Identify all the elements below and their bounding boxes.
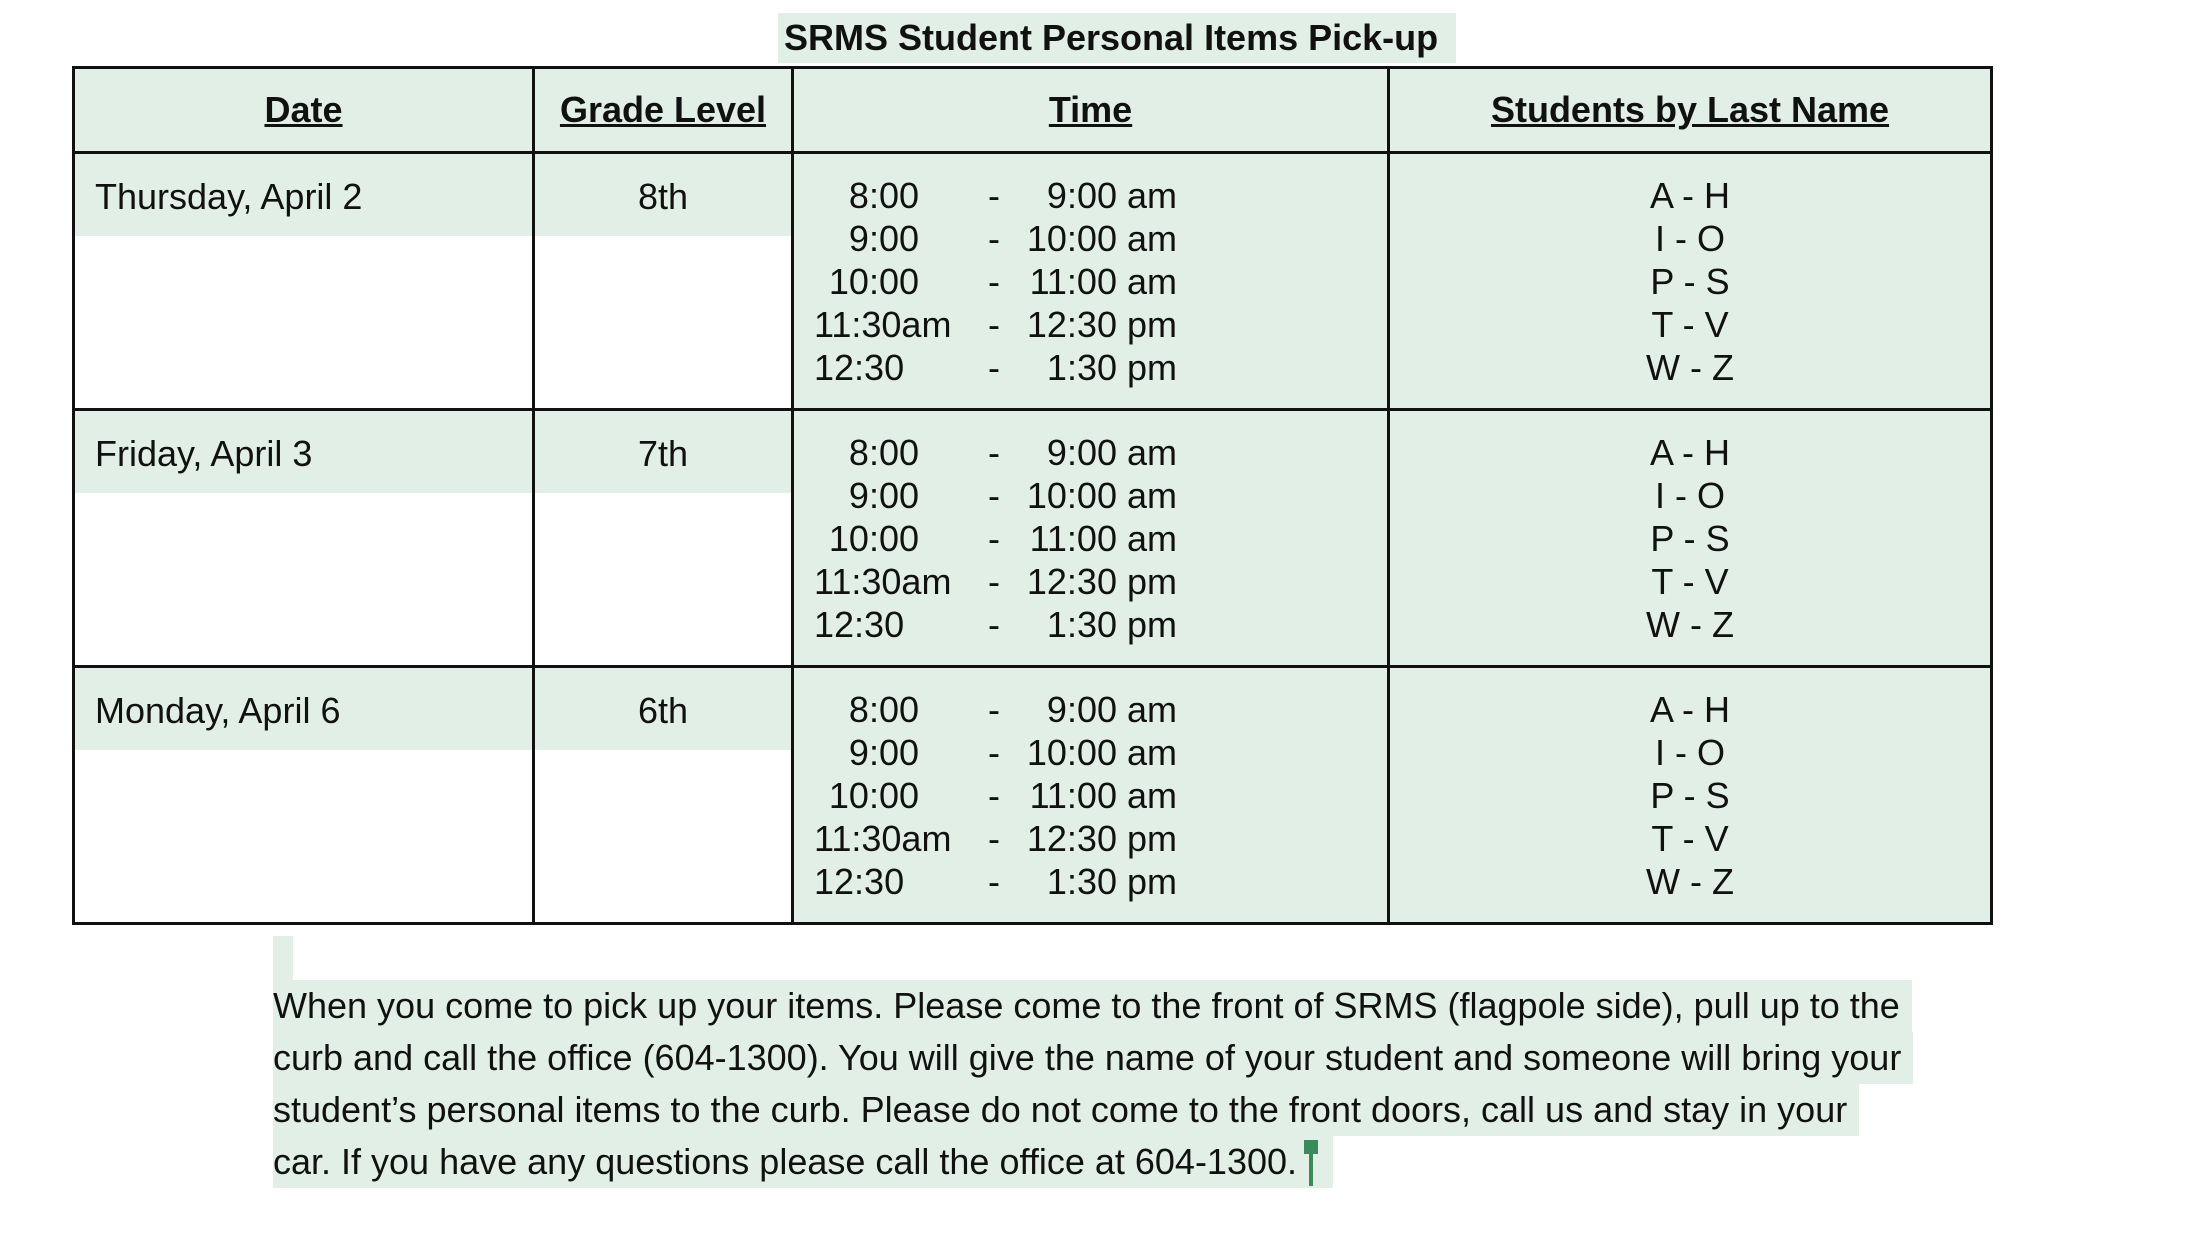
time-end: 1:30 pm xyxy=(1046,861,1177,902)
grade-text: 8th xyxy=(535,154,791,236)
time-start: 11:30am xyxy=(814,304,952,345)
time-slot xyxy=(794,731,1387,774)
time-end: 10:00 am xyxy=(1026,475,1177,516)
date-text: Monday, April 6 xyxy=(75,668,532,750)
time-separator: - xyxy=(988,304,1000,345)
last-name-range-cell xyxy=(1389,667,1992,924)
time-separator: - xyxy=(988,432,1000,473)
last-name-range: T - V xyxy=(1651,304,1729,345)
last-name-range: W - Z xyxy=(1646,347,1734,388)
time-slot xyxy=(794,603,1387,646)
time-separator: - xyxy=(988,861,1000,902)
time-cell xyxy=(793,410,1389,667)
time-separator: - xyxy=(988,818,1000,859)
last-name-range: W - Z xyxy=(1646,861,1734,902)
time-start: 12:30 xyxy=(814,861,905,902)
time-slot xyxy=(794,260,1387,303)
time-separator: - xyxy=(988,218,1000,259)
time-slot xyxy=(794,431,1387,474)
time-slot xyxy=(794,303,1387,346)
last-name-range: A - H xyxy=(1649,689,1730,730)
empty-paragraph-highlight xyxy=(273,936,293,980)
header-date: Date xyxy=(74,68,534,153)
time-slot xyxy=(794,346,1387,389)
last-name-range: I - O xyxy=(1655,475,1725,516)
time-separator: - xyxy=(988,261,1000,302)
instructions-line: student’s personal items to the curb. Please do not come to the front doors, call us and stay in your xyxy=(273,1084,1859,1136)
time-separator: - xyxy=(988,518,1000,559)
last-name-range: T - V xyxy=(1651,561,1729,602)
last-name-range-list xyxy=(1390,154,1990,389)
time-end: 11:00 am xyxy=(1029,518,1177,559)
last-name-range: P - S xyxy=(1650,261,1730,302)
time-start: 9:00 xyxy=(848,475,919,516)
time-separator: - xyxy=(988,561,1000,602)
instructions-last-line xyxy=(273,1136,1333,1188)
time-end: 1:30 pm xyxy=(1046,604,1177,645)
time-cell xyxy=(793,667,1389,924)
time-cell xyxy=(793,153,1389,410)
time-start: 8:00 xyxy=(848,689,919,730)
time-separator: - xyxy=(988,689,1000,730)
time-slot xyxy=(794,860,1387,903)
pickup-schedule-table xyxy=(72,66,1993,925)
time-end: 1:30 pm xyxy=(1046,347,1177,388)
time-slot-list xyxy=(794,668,1387,903)
table-row xyxy=(74,410,1992,667)
time-slot xyxy=(794,688,1387,731)
time-end: 12:30 pm xyxy=(1026,304,1177,345)
grade-cell xyxy=(534,667,793,924)
last-name-range: P - S xyxy=(1650,775,1730,816)
time-separator: - xyxy=(988,175,1000,216)
date-text: Thursday, April 2 xyxy=(75,154,532,236)
last-name-range-list xyxy=(1390,668,1990,903)
instructions-paragraph[interactable] xyxy=(273,980,1913,1188)
time-end: 9:00 am xyxy=(1046,175,1177,216)
last-name-range: P - S xyxy=(1650,518,1730,559)
time-slot xyxy=(794,474,1387,517)
time-separator: - xyxy=(988,347,1000,388)
time-start: 10:00 xyxy=(828,518,919,559)
time-start: 8:00 xyxy=(848,432,919,473)
last-name-range: I - O xyxy=(1655,732,1725,773)
grade-cell xyxy=(534,410,793,667)
instructions-line-text: car. If you have any questions please call the office at 604-1300. xyxy=(273,1141,1298,1182)
text-cursor-icon xyxy=(1301,1140,1321,1188)
time-separator: - xyxy=(988,775,1000,816)
table-row xyxy=(74,667,1992,924)
time-end: 9:00 am xyxy=(1046,432,1177,473)
grade-text: 7th xyxy=(535,411,791,493)
document-title: SRMS Student Personal Items Pick-up xyxy=(778,13,1456,63)
time-slot xyxy=(794,174,1387,217)
last-name-range-cell xyxy=(1389,410,1992,667)
last-name-range: A - H xyxy=(1649,175,1730,216)
header-students-by-last-name: Students by Last Name xyxy=(1389,68,1992,153)
instructions-line: curb and call the office (604-1300). You will give the name of your student and someone will bring your xyxy=(273,1032,1913,1084)
grade-cell xyxy=(534,153,793,410)
last-name-range: A - H xyxy=(1649,432,1730,473)
time-end: 12:30 pm xyxy=(1026,561,1177,602)
date-text: Friday, April 3 xyxy=(75,411,532,493)
date-cell xyxy=(74,667,534,924)
time-slot-list xyxy=(794,154,1387,389)
time-end: 10:00 am xyxy=(1026,732,1177,773)
time-separator: - xyxy=(988,604,1000,645)
time-slot xyxy=(794,217,1387,260)
last-name-range: I - O xyxy=(1655,218,1725,259)
time-slot xyxy=(794,774,1387,817)
time-separator: - xyxy=(988,732,1000,773)
time-start: 11:30am xyxy=(814,561,952,602)
last-name-range: W - Z xyxy=(1646,604,1734,645)
time-start: 9:00 xyxy=(848,218,919,259)
header-time: Time xyxy=(793,68,1389,153)
last-name-range: T - V xyxy=(1651,818,1729,859)
time-slot-list xyxy=(794,411,1387,646)
table-header-row xyxy=(74,68,1992,153)
time-end: 9:00 am xyxy=(1046,689,1177,730)
time-end: 12:30 pm xyxy=(1026,818,1177,859)
grade-text: 6th xyxy=(535,668,791,750)
instructions-line: When you come to pick up your items. Please come to the front of SRMS (flagpole side), pull up to the xyxy=(273,980,1912,1032)
date-cell xyxy=(74,410,534,667)
time-end: 11:00 am xyxy=(1029,261,1177,302)
time-separator: - xyxy=(988,475,1000,516)
time-start: 10:00 xyxy=(828,261,919,302)
table-row xyxy=(74,153,1992,410)
time-start: 11:30am xyxy=(814,818,952,859)
header-grade-level: Grade Level xyxy=(534,68,793,153)
time-start: 9:00 xyxy=(848,732,919,773)
time-start: 12:30 xyxy=(814,604,905,645)
time-start: 8:00 xyxy=(848,175,919,216)
time-slot xyxy=(794,517,1387,560)
time-start: 10:00 xyxy=(828,775,919,816)
date-cell xyxy=(74,153,534,410)
time-slot xyxy=(794,560,1387,603)
last-name-range-cell xyxy=(1389,153,1992,410)
time-start: 12:30 xyxy=(814,347,905,388)
time-end: 10:00 am xyxy=(1026,218,1177,259)
time-end: 11:00 am xyxy=(1029,775,1177,816)
last-name-range-list xyxy=(1390,411,1990,646)
time-slot xyxy=(794,817,1387,860)
